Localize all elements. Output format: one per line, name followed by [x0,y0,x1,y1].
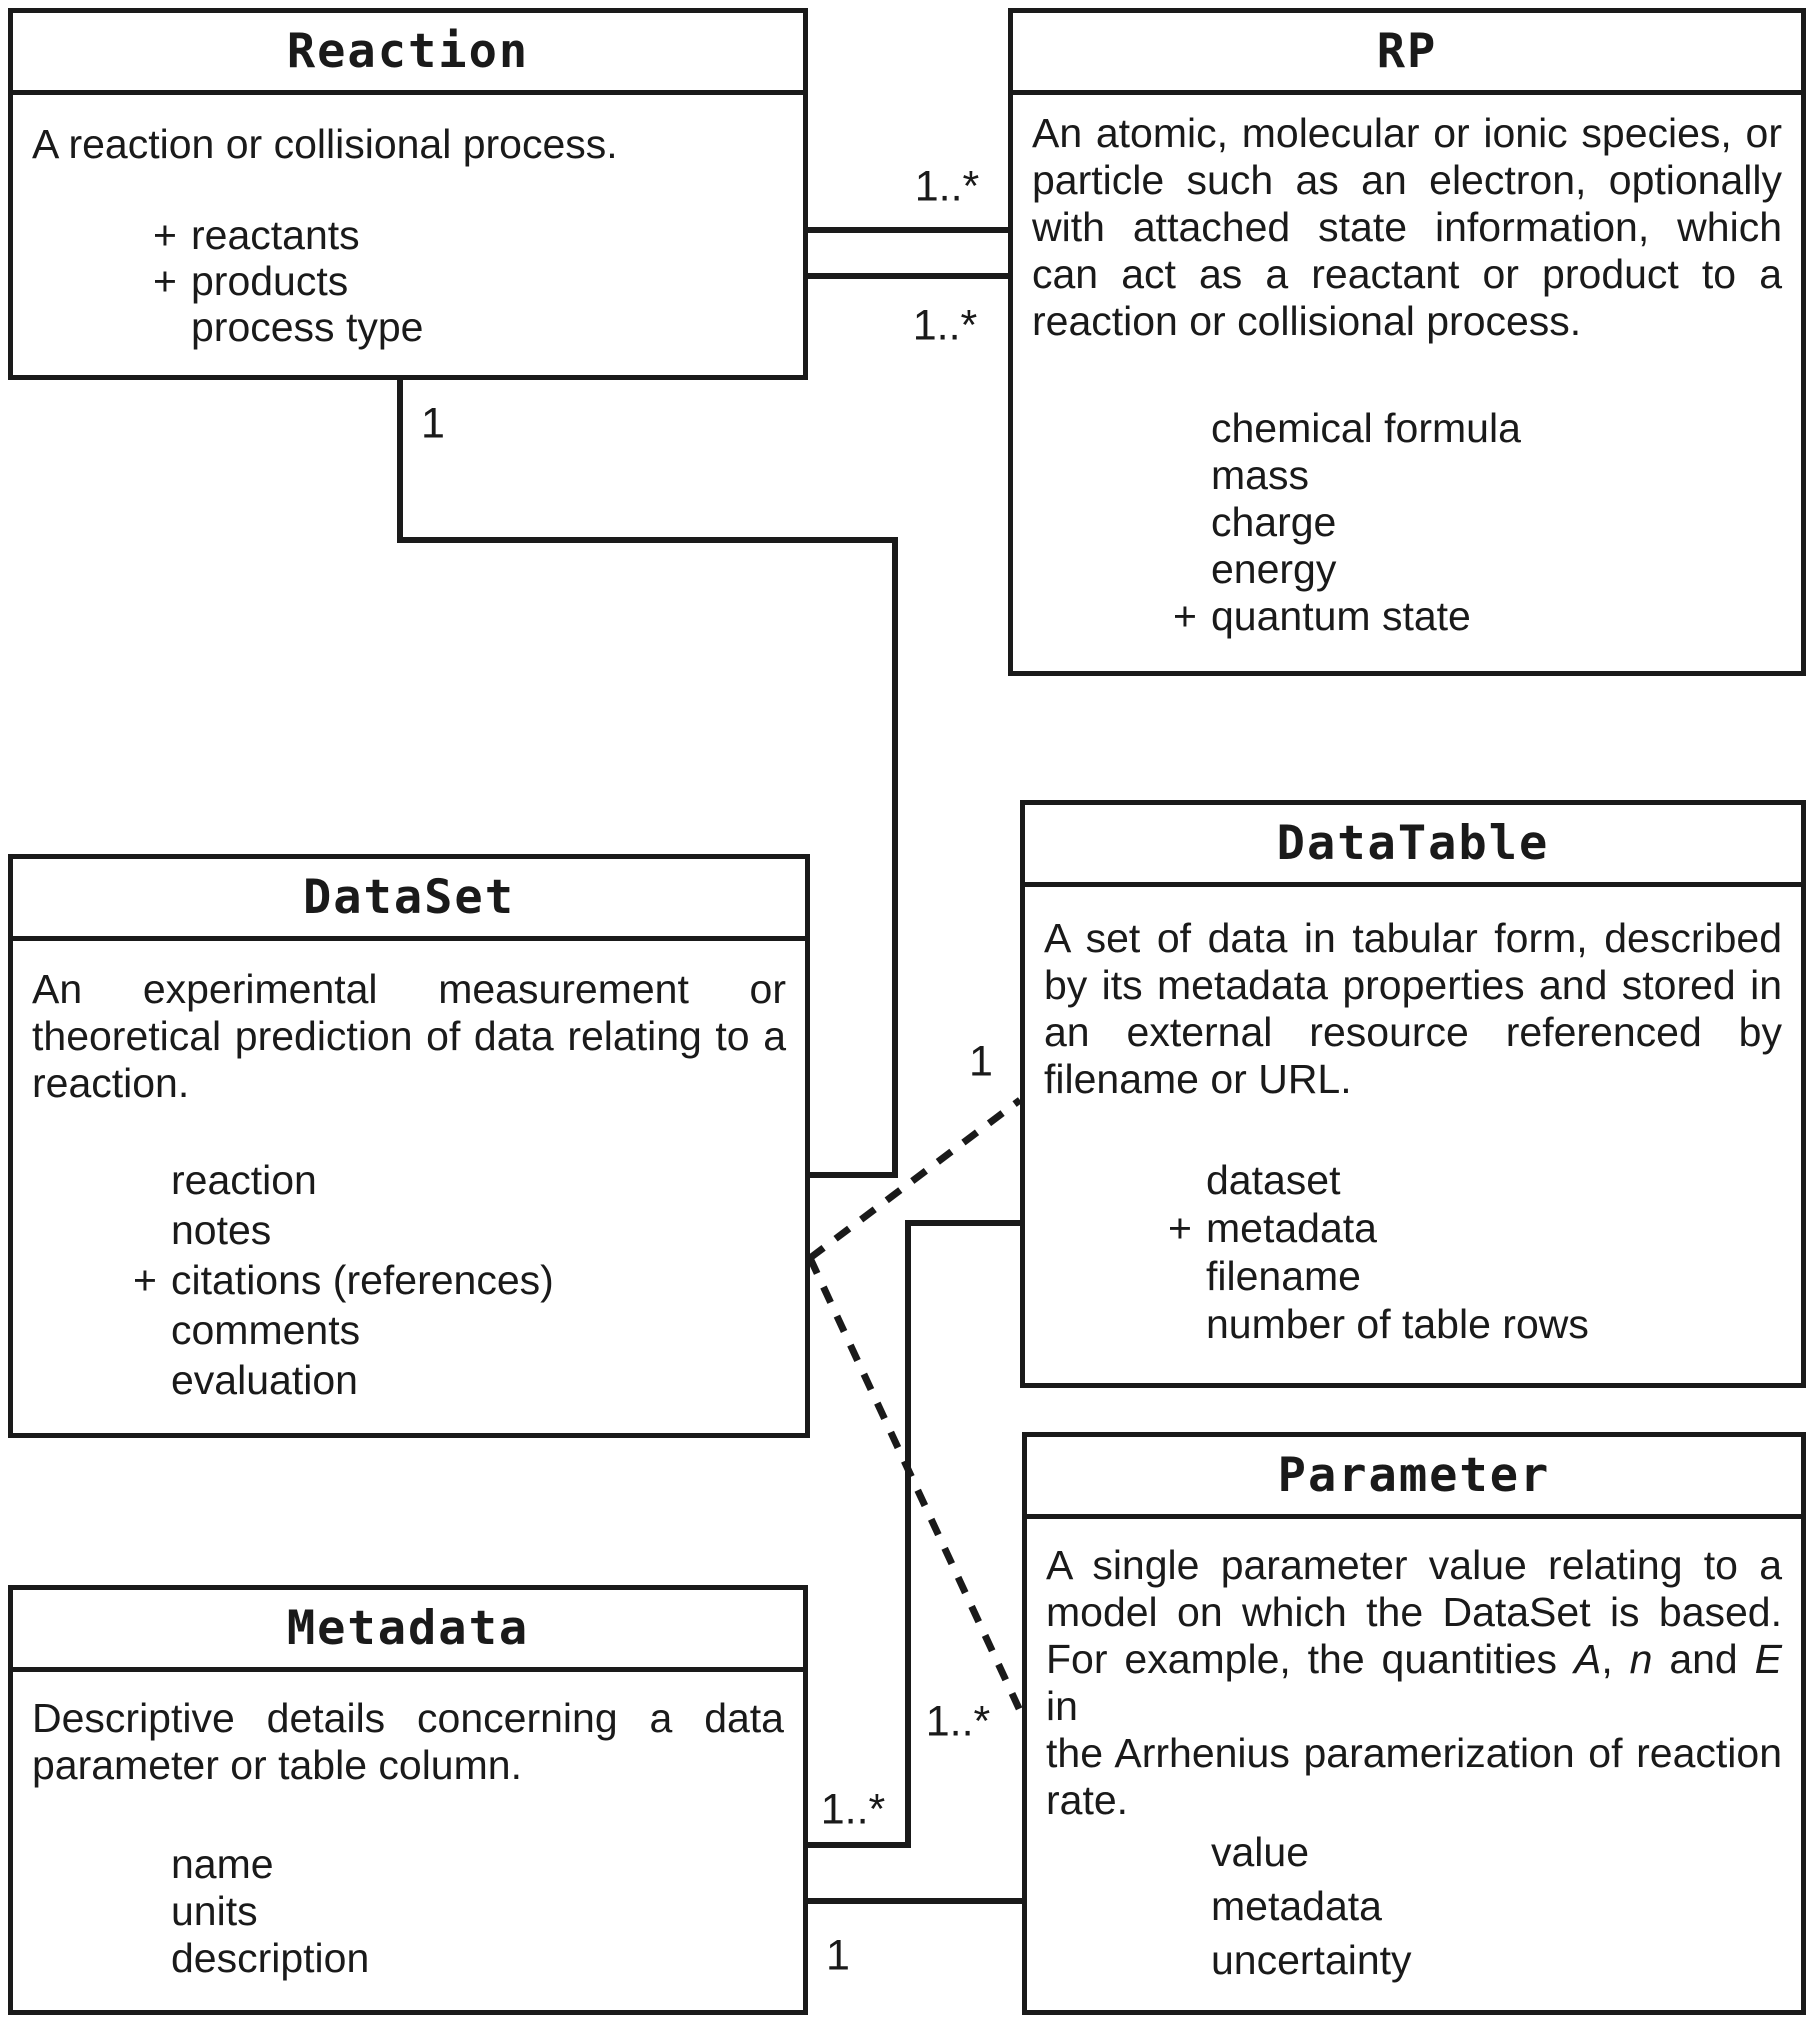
attribute-name: uncertainty [1211,1936,1412,1983]
attribute-name: comments [171,1306,361,1353]
class-description-rp [1032,110,1782,345]
description-line: reaction. [32,1060,190,1106]
attribute-name: number of table rows [1206,1300,1589,1347]
class-description-dataset [32,966,786,1107]
multiplicity-metadata-parameter: 1 [826,1931,850,1980]
attribute-name: products [191,257,349,304]
description-line: Descriptive details concerning a data [32,1695,784,1741]
attribute-list-parameter [1173,1825,1412,1987]
class-box-datatable [1020,800,1806,1388]
class-title-parameter: Parameter [1027,1437,1801,1519]
attribute-row [1173,1933,1412,1987]
attribute-row [133,1305,554,1355]
attribute-list-dataset [133,1155,554,1405]
attribute-list-metadata [133,1841,369,1982]
description-line: can act as a reactant or product to a [1032,251,1782,297]
class-description-datatable [1044,915,1782,1103]
description-line: parameter or table column. [32,1742,522,1788]
attribute-row [133,1155,554,1205]
class-box-rp [1008,8,1806,676]
class-box-metadata [8,1585,808,2015]
attribute-row [1173,405,1521,452]
description-line: an external resource referenced by [1044,1009,1782,1055]
attribute-row [153,304,423,350]
description-line: A reaction or collisional process. [32,121,618,167]
attribute-name: evaluation [171,1356,358,1403]
attribute-name: value [1211,1828,1310,1875]
attribute-row [133,1355,554,1405]
attribute-row [1168,1252,1589,1300]
attribute-visibility: + [1173,593,1197,639]
attribute-name: filename [1206,1252,1361,1299]
multiplicity-reaction-dataset: 1 [421,399,445,448]
attribute-row [1173,546,1521,593]
attribute-visibility: + [153,257,177,304]
class-title-rp: RP [1013,13,1801,95]
attribute-row [133,1935,369,1982]
attribute-row [1168,1300,1589,1348]
class-title-dataset: DataSet [13,859,805,941]
association-dataset-datatable-dashed-line [810,1100,1020,1258]
description-line: rate. [1046,1777,1129,1823]
attribute-name: chemical formula [1211,405,1521,451]
attribute-visibility: + [133,1256,157,1303]
attribute-row [1173,1879,1412,1933]
description-line: reaction or collisional process. [1032,298,1582,344]
attribute-name: name [171,1841,274,1887]
description-line: the Arrhenius paramerization of reaction [1046,1730,1782,1776]
attribute-row [1173,499,1521,546]
description-line: by its metadata properties and stored in [1044,962,1782,1008]
description-line: with attached state information, which [1032,204,1782,250]
attribute-row [153,212,423,258]
attribute-row [1173,452,1521,499]
attribute-visibility: + [1168,1204,1192,1251]
multiplicity-products: 1..* [912,301,978,350]
attribute-row [1168,1156,1589,1204]
attribute-row [1173,593,1521,640]
description-line: An experimental measurement or [32,966,786,1012]
class-description-metadata [32,1695,784,1789]
attribute-visibility: + [153,211,177,258]
attribute-row [133,1888,369,1935]
attribute-list-datatable [1168,1156,1589,1348]
attribute-name: citations (references) [171,1256,554,1303]
class-title-reaction: Reaction [13,13,803,95]
attribute-name: mass [1211,452,1309,498]
attribute-list-reaction [153,212,423,350]
class-title-metadata: Metadata [13,1590,803,1672]
description-line: theoretical prediction of data relating to a [32,1013,786,1059]
description-line: filename or URL. [1044,1056,1352,1102]
attribute-name: metadata [1211,1882,1382,1929]
attribute-row [133,1255,554,1305]
description-line: A single parameter value relating to a [1046,1542,1782,1588]
attribute-name: charge [1211,499,1337,545]
attribute-row [133,1205,554,1255]
attribute-name: process type [191,303,424,350]
attribute-name: notes [171,1206,272,1253]
attribute-row [153,258,423,304]
multiplicity-dataset-parameter: 1..* [925,1697,991,1746]
attribute-name: quantum state [1211,593,1471,639]
class-box-dataset [8,854,810,1438]
attribute-name: dataset [1206,1156,1341,1203]
attribute-name: reaction [171,1156,317,1203]
multiplicity-dataset-datatable: 1 [969,1037,993,1086]
multiplicity-metadata-datatable: 1..* [820,1785,886,1834]
class-box-parameter [1022,1432,1806,2015]
description-line: An atomic, molecular or ionic species, or [1032,110,1782,156]
attribute-row [1173,1825,1412,1879]
attribute-name: metadata [1206,1204,1377,1251]
class-description-parameter [1046,1542,1782,1824]
attribute-name: units [171,1888,258,1934]
class-title-datatable: DataTable [1025,805,1801,887]
multiplicity-reactants: 1..* [914,162,980,211]
attribute-name: energy [1211,546,1337,592]
attribute-name: reactants [191,211,360,258]
attribute-list-rp [1173,405,1521,640]
description-line: For example, the quantities A, n and E in [1046,1636,1782,1729]
description-line: A set of data in tabular form, described [1044,915,1782,961]
attribute-row [133,1841,369,1888]
class-box-reaction [8,8,808,380]
association-dataset-parameter-dashed-line [810,1258,1022,1715]
class-description-reaction [32,121,784,168]
attribute-name: description [171,1935,370,1981]
description-line: model on which the DataSet is based. [1046,1589,1782,1635]
attribute-row [1168,1204,1589,1252]
description-line: particle such as an electron, optionally [1032,157,1782,203]
